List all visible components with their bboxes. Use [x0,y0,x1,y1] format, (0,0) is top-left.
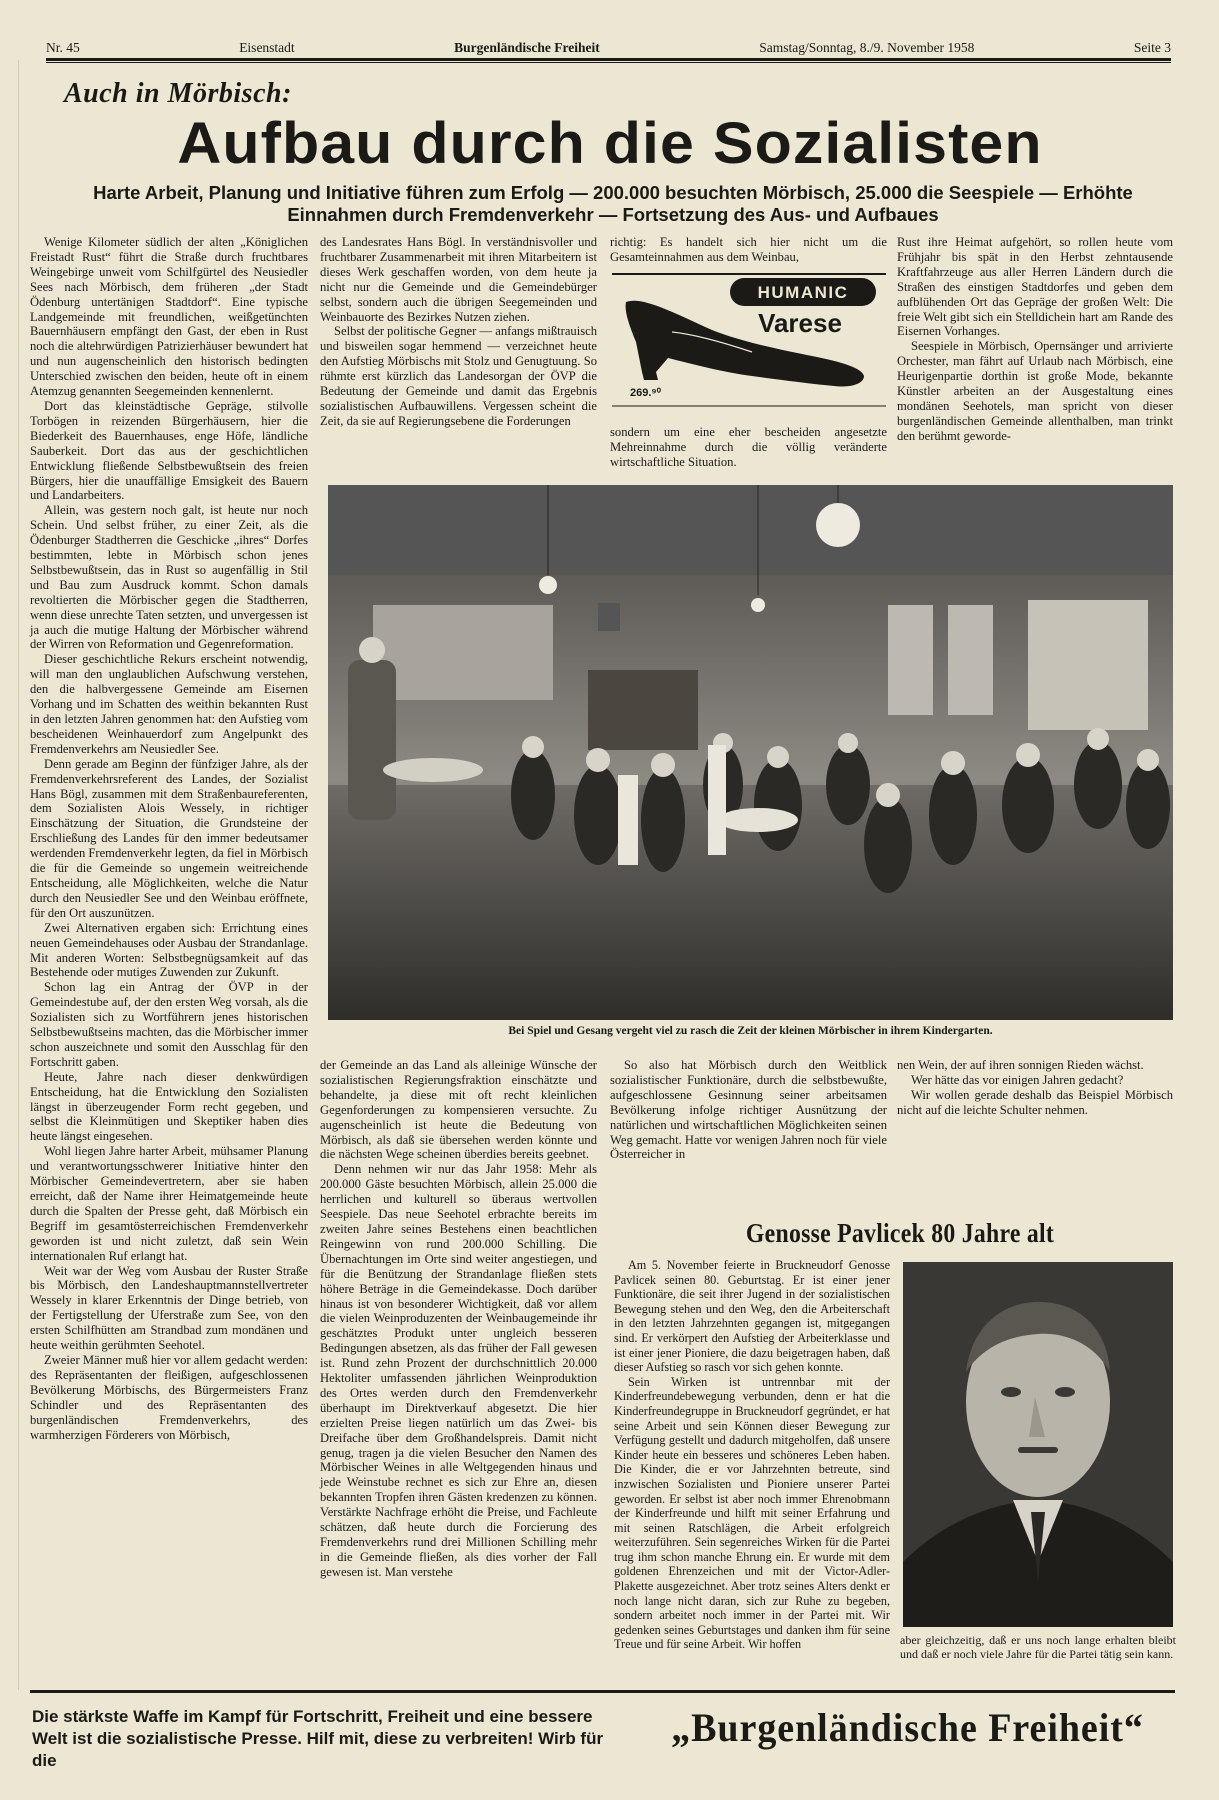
photo-caption: Bei Spiel und Gesang vergeht viel zu rasch die Zeit der kleinen Mörbischer in ihrem Kindergarten. [508,1025,993,1037]
paragraph: der Gemeinde an das Land als alleinige Wünsche der sozialistischen Regierungsfraktion einschätzte und behandelte, ja diese mit oft recht kleinlichen Gegenforderungen zu kompensieren versuchte. Zu augenscheinlich ist heute die Bedeutung von Mörbisch, als daß sie übersehen werden könnte und die nächsten Wege scheinen überdies bereits geebnet. [320,1058,597,1162]
footer-rule [30,1690,1175,1693]
paragraph: Selbst der politische Gegner — anfangs mißtrauisch und bisweilen sogar hemmend — verzeichnet heute den Aufstieg Mörbischs mit Stolz und Genugtuung. So rühmte erst kürzlich das Landesorgan der ÖVP die Bedeutung der Gemeinde und damit das Ergebnis sozialistischen Aufbauwillens. Vergessen scheint die Zeit, da sie auf Regierungsebene die Forderungen [320,324,598,428]
pavlicek-text [614,1258,890,1652]
paragraph: des Landesrates Hans Bögl. In verständnisvoller und fruchtbarer Zusammenarbeit mit ihren Mitarbeitern ist dieses Werk geschaffen worden, von dem heute ja nicht nur die Gemeinde und die Gemeindebürger selbst, sondern auch die übrigen Seegemeinden und Weinbauorte des Bezirkes Nutzen ziehen. [320,235,597,324]
article-subhead: Harte Arbeit, Planung und Initiative führen zum Erfolg — 200.000 besuchten Mörbisch, 25.000 die Seespiele — Erhöhte Einnahmen durch Fremdenverkehr — Fortsetzung des Aus- und Aufbaues [93,182,1133,225]
paragraph: sondern um eine eher bescheiden angesetzte Mehreinnahme durch die völlig veränderte wirtschaftliche Situation. [610,425,887,469]
portrait-illustration [903,1262,1173,1627]
masthead [46,34,1171,56]
paragraph: Dieser geschichtliche Rekurs erscheint notwendig, will man den unglaublichen Aufschwung verstehen, den die halbvergessene Gemeinde am Eisernen Vorhang und im Schatten des weithin bekannten Rust in den letzten Jahren genommen hat: den Aufstieg vom bescheidenen Weinhauerdorf zum Angelpunkt des Fremdenverkehrs am Neusiedler See. [30,652,308,756]
article-column-4 [897,235,1173,444]
promo-slogan [32,1706,622,1772]
promo-line-2: Welt ist die sozialistische Presse. Hilf mit, diese zu verbreiten! Wirb für die [32,1729,604,1770]
paragraph: Wohl liegen Jahre harter Arbeit, mühsamer Planung und verantwortungsschwerer Initiative hinter den Mörbischer Gemeindevertretern, aber sie haben erreicht, daß der Name ihrer Heimatgemeinde heute durch die Spalten der Presse geht, daß Mörbisch ein Begriff im gesamtösterreichischen Fremdenverkehr geworden ist und nicht zuletzt, daß sein Wein internationalen Ruf erlangt hat. [30,1144,308,1263]
paragraph: Zwei Alternativen ergaben sich: Errichtung eines neuen Gemeindehauses oder Ausbau der Strandanlage. Mit anderen Worten: Selbstbegnügsamkeit auf das Bestehende oder mutiges Zuwenden zur Zukunft. [30,920,308,980]
paragraph: Weit war der Weg vom Ausbau der Ruster Straße bis Mörbisch, den Landeshauptmannstellvertreter Wessely in klarer Erkenntnis der Dinge betrieb, von der Fertigstellung der Uferstraße zum See, von den ersten Schilfhütten am Strandbad zum mondänen und heute weithin gerühmten Seehotel. [30,1263,308,1353]
paragraph: Zweier Männer muß hier vor allem gedacht werden: des Repräsentanten der fleißigen, aufgeschlossenen Bevölkerung Mörbischs, des Bürgermeisters Franz Schindler und des Repräsentanten des burgenländischen Fremdenverkehrs, des warmherzigen Förderers von Mörbisch, [30,1352,308,1442]
paragraph: Wenige Kilometer südlich der alten „Königlichen Freistadt Rust“ führt die Straße durch fruchtbares Weingebirge unweit vom Schilfgürtel des Neusiedler Sees nach Mörbisch, dem früheren „der Stadt Ödenburg untertänigen Stadtdorf“. Eine typische Landgemeinde mit freundlichen, weißgetünchten Bauernhäusern empfängt den Gast, der eben in Rust noch die altehrwürdigen Patrizierhäuser bewundert hat und nun augenscheinlich den historisch bedingten Unterschied zwischen den beiden, heute oft in einem Atemzug genannten Seegemeinden kennenlernt. [30,235,308,399]
promo-line-1: Die stärkste Waffe im Kampf für Fortschritt, Freiheit und eine bessere [32,1707,593,1726]
article-column-4-bottom [897,1058,1173,1118]
issue-date: Samstag/Sonntag, 8./9. November 1958 [759,40,975,55]
pavlicek-headline: Genosse Pavlicek 80 Jahre alt [745,1218,1055,1248]
ad-price: 269.⁹⁰ [630,387,662,399]
article-column-3-continued [610,425,887,470]
article-column-3 [610,235,887,265]
paragraph: Am 5. November feierte in Bruckneudorf Genosse Pavlicek seinen 80. Geburtstag. Er ist einer jener Funktionäre, die seit ihrer Jugend in der sozialistischen Bewegung stehen und den Weg, den die Arbeiterschaft in den letzten Jahrzehnten gegangen ist, mitgegangen sind. Er verkörpert den Aufstieg der Arbeiterklasse und ist einer jener Pioniere, die dazu beigetragen haben, daß dieser Aufstieg so rasch vor sich gehen konnte. [614,1258,890,1375]
paragraph: Sein Wirken ist untrennbar mit der Kinderfreundebewegung verbunden, denn er hat die Kinderfreundegruppe in Bruckneudorf gegründet, er hat seine Arbeit und sein Können dieser Bewegung zur Verfügung gestellt und dadurch mitgeholfen, daß unsere Kinder heute ein besseres und schöneres Leben haben. Die Kinder, die er vor Jahrzehnten betreute, sind inzwischen Sozialisten und Pioniere unserer Partei geworden. Er selbst ist aber noch immer Ehrenobmann der Kinderfreunde und hilft mit seiner Erfahrung und mit seinen Ratschlägen, die Arbeit erfolgreich weiterzuführen. Sein segenreiches Wirken für die Partei trug ihm schon manche Ehrung ein. Er wurde mit dem goldenen Ehrenzeichen und mit der Victor-Adler-Plakette ausgezeichnet. Aber trotz seines Alters denkt er noch lange nicht daran, sich zur Ruhe zu begeben, sondern arbeitet noch immer in der Partei mit. Wir gedenken seines Geburtstages und danken ihm für seine Treue und für seine Arbeit. Wir hoffen [614,1374,890,1652]
paper-name: Burgenländische Freiheit [454,40,600,55]
ad-model: Varese [758,308,842,338]
ad-brand: HUMANIC [757,283,849,302]
issue-number: Nr. 45 [46,40,80,55]
paragraph: richtig: Es handelt sich hier nicht um die Gesamteinnahmen aus dem Weinbau, [610,235,887,264]
article-kicker: Auch in Mörbisch: [64,78,292,109]
pavlicek-portrait [903,1262,1173,1627]
paper-logo: „Burgenländische Freiheit“ [671,1705,1144,1750]
paragraph: Denn gerade am Beginn der fünfziger Jahre, als der Fremdenverkehrsreferent des Landes, der Sozialist Hans Bögl, zusammen mit dem Straßenbaureferenten, dem Sozialisten Alois Wessely, in richtiger Einschätzung der Situation, die Grundsteine der Erschließung des Landes für den immer bedeutsamer werdenden Fremdenverkehr legten, da fiel in Mörbisch die für die Gemeinde so ungemein weitreichende Entscheidung, alle Möglichkeiten, welche die Natur durch den Neusiedler See und den Weinbau eröffnete, für den Ort auszunützen. [30,756,309,920]
paragraph: Heute, Jahre nach dieser denkwürdigen Entscheidung, hat die Entwicklung den Sozialisten längst in überzeugender Form recht gegeben, und selbst die Kleinmütigen und Skeptiker haben dies heute längst eingesehen. [30,1069,308,1144]
margin-line [18,60,19,1690]
paragraph: nen Wein, der auf ihren sonnigen Rieden wächst. [897,1058,1144,1072]
article-column-2-bottom [320,1058,597,1580]
kindergarten-photo [328,485,1173,1020]
paragraph: Rust ihre Heimat aufgehört, so rollen heute vom Frühjahr bis spät in den Herbst zehntausende Kraftfahrzeuge aus aller Herren Ländern durch die Straßen des einstigen Stadtdorfes und geben dem aufblühenden Ort das Gepräge der großen Welt: Die freie Welt gibt sich ein Stelldichein hart am Rande des Eisernen Vorhanges. [897,235,1173,339]
paragraph: Wer hätte das vor einigen Jahren gedacht? [911,1072,1124,1087]
paragraph: Seespiele in Mörbisch, Opernsänger und arrivierte Orchester, man fährt auf Urlaub nach Mörbisch, eine Heurigenpartie dorthin ist große Mode, bekannte Künstler arbeiten an der Ausgestaltung eines mondänen Seehotels, man spricht von dieser burgenländischen Gemeinde allenthalben, man trinkt den berühmt geworde- [897,339,1173,443]
header-rule [46,58,1171,63]
kindergarten-photo-illustration [328,485,1173,1020]
paragraph: So also hat Mörbisch durch den Weitblick sozialistischer Funktionäre, durch die selbstbewußte, aufgeschlossene Gesinnung seiner arbeitsamen Bevölkerung infolge richtiger Ausnützung der natürlichen und wirtschaftlichen Möglichkeiten seinen Weg gemacht. Hatte vor wenigen Jahren noch für viele Österreicher in [610,1058,887,1162]
article-column-3-bottom [610,1058,887,1162]
article-column-1 [30,235,308,1442]
pavlicek-text-end: aber gleichzeitig, daß er uns noch lange erhalten bleibt und daß er noch viele Jahre für die Partei tätig sein kann. [900,1633,1176,1662]
humanic-shoe-ad [612,272,886,408]
paragraph: Allein, was gestern noch galt, ist heute nur noch Schein. Und selbst früher, zu einer Zeit, als die Ödenburger Stadtherren die Geschicke „ihres“ Dorfes bestimmten, lebte in Mörbisch schon jenes Selbstbewußtsein, das in Rust so augenfällig in Stil und Bau zum Ausdruck kommt. Schon damals revoltierten die Mörbischer gegen die Stadtherren, wenn diese unrechte Taten setzten, und unvergessen ist ja auch die mutige Haltung der Mörbischer während der Wirren von Reformation und Gegenreformation. [30,503,308,652]
paragraph: Schon lag ein Antrag der ÖVP in der Gemeindestube auf, der den ersten Weg vorsah, als die Sozialisten sich zu Wortführern jenes historischen Selbstbewußtseins machten, das die Mörbischer immer schon auszeichnete und somit den Ausschlag für den Fortschritt gaben. [30,980,308,1069]
page-number: Seite 3 [1133,40,1171,55]
paragraph: Dort das kleinstädtische Gepräge, stilvolle Torbögen in reizenden Bürgerhäusern, hier die Biederkeit des Bauernhauses, enge Höfe, ländliche Sauberkeit. Dort das aus der geschichtlichen Entwicklung fließende Selbstbewußtsein des freien Bürgers, hier die unauffällige Emsigkeit des Bauern und Landarbeiters. [30,398,308,503]
shoe-illustration [612,272,886,408]
place-name: Eisenstadt [239,40,295,55]
article-column-2 [320,235,597,429]
paragraph: Denn nehmen wir nur das Jahr 1958: Mehr als 200.000 Gäste besuchten Mörbisch, allein 25.000 die herrlichen und kulturell so überaus wertvollen Seespiele. Das neue Seehotel erbrachte bereits im zweiten Jahre seines Bestehens einen beachtlichen Reingewinn von rund 200.000 Schilling. Die Übernachtungen im Orte sind weiter angestiegen, und für die Benützung der Strandanlage fließen stets höhere Beträge in die Gemeindekasse. Doch darüber hinaus ist von besonderer Wichtigkeit, daß vor allem die vielen Weinproduzenten der Weinbaugemeinde ihr geschätztes Produkt unter ungleich besseren Bedingungen absetzen, als das früher der Fall gewesen ist. Rund zehn Prozent der durchschnittlich 20.000 Hektoliter umfassenden jährlichen Weinproduktion des Ortes werden durch den Fremdenverkehr überhaupt im Direktverkauf abgesetzt. Die hier erzielten Preise liegen natürlich um das Zwei- bis Dreifache über dem Großhandelspreis. Damit nicht genug, tragen ja die vielen Besucher den Namen des Mörbischer Weines in alle Weltgegenden hinaus und jede Weinstube rechnet es sich zur Ehre an, diesen bekannten Tropfen ihren Gästen kredenzen zu können. Verstärkte Nachfrage erhöht die Preise, und Fachleute schätzen, daß heute durch die Forcierung des Fremdenverkehrs rund drei Millionen Schilling mehr in die Gemeinde fließen, als dies vorher der Fall gewesen ist. Man verstehe [320,1162,597,1579]
paragraph: Wir wollen gerade deshalb das Beispiel Mörbisch nicht auf die leichte Schulter nehmen. [897,1087,1173,1117]
article-headline: Aufbau durch die Sozialisten [177,111,1043,176]
